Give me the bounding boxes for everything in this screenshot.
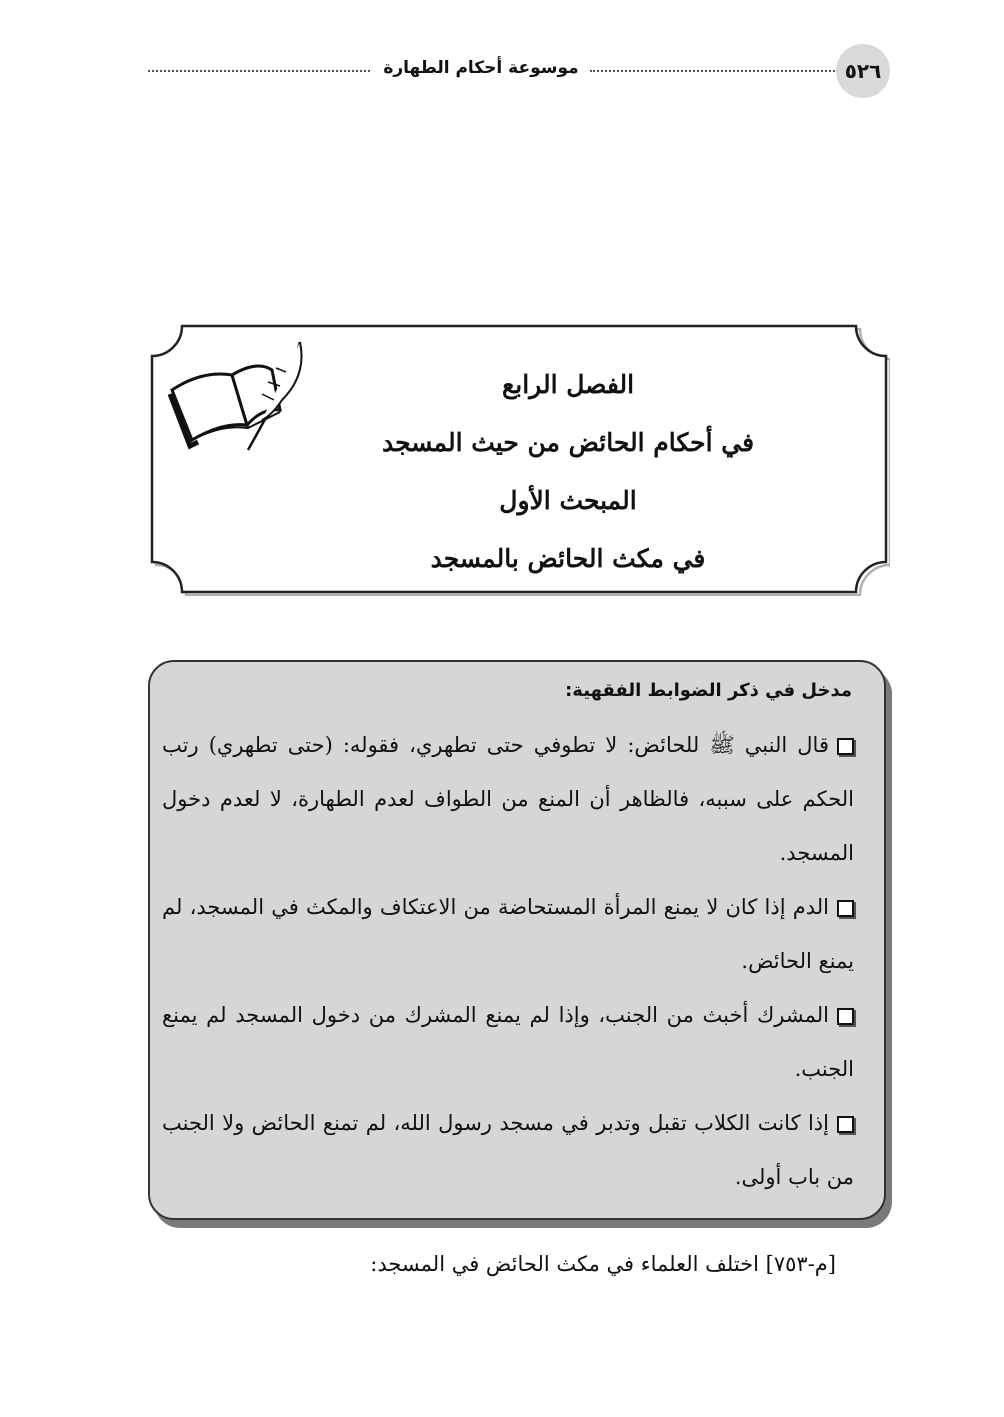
rules-heading: مدخل في ذكر الضوابط الفقهية: <box>565 680 852 701</box>
page-number: ٥٢٦ <box>836 44 890 98</box>
checkbox-icon <box>837 738 854 755</box>
chapter-subtitle: في أحكام الحائض من حيث المسجد <box>381 428 755 457</box>
body-text-line: [م-٧٥٣] اختلف العلماء في مكث الحائض في المسجد: <box>370 1252 836 1276</box>
section-title: المبحث الأول <box>499 486 637 515</box>
rule-item <box>162 718 854 880</box>
rule-item <box>162 988 854 1096</box>
rule-text: الدم إذا كان لا يمنع المرأة المستحاضة من الاعتكاف والمكث في المسجد، لم يمنع الحائض. <box>162 895 854 973</box>
rule-item <box>162 1096 854 1204</box>
page-header <box>148 44 890 100</box>
rule-text: المشرك أخبث من الجنب، وإذا لم يمنع المشرك من دخول المسجد لم يمنع الجنب. <box>162 1003 854 1081</box>
checkbox-icon <box>837 1008 854 1025</box>
chapter-heading-group <box>308 356 828 588</box>
checkbox-icon <box>837 1116 854 1133</box>
section-subtitle: في مكث الحائض بالمسجد <box>430 544 706 573</box>
rule-text: إذا كانت الكلاب تقبل وتدبر في مسجد رسول الله، لم تمنع الحائض ولا الجنب من باب أولى. <box>162 1111 854 1189</box>
rule-text: قال النبي ﷺ للحائض: لا تطوفي حتى تطهري، فقوله: (حتى تطهري) رتب الحكم على سببه، فالظاهر أن المنع من الطواف لعدم الطهارة، لا لعدم دخول المسجد. <box>162 733 854 865</box>
rule-item <box>162 880 854 988</box>
header-dotted-line-left <box>148 70 370 72</box>
checkbox-icon <box>837 900 854 917</box>
chapter-title-box <box>148 322 890 596</box>
rules-list <box>162 718 854 1204</box>
book-and-quill-icon <box>162 330 312 460</box>
header-dotted-line-right <box>590 70 838 72</box>
jurisprudence-rules-box <box>148 660 886 1220</box>
chapter-title: الفصل الرابع <box>501 370 635 399</box>
book-title: موسوعة أحكام الطهارة <box>383 58 579 78</box>
